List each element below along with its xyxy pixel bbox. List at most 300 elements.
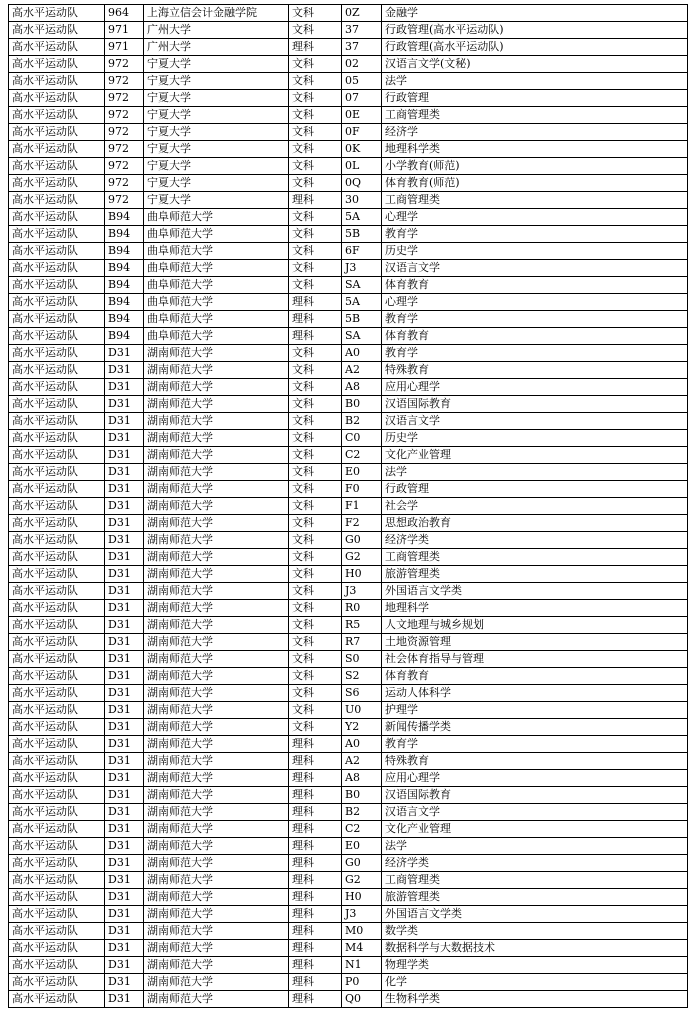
table-row: [9, 141, 688, 158]
major-code-cell: B0: [342, 787, 382, 804]
table-row: [9, 192, 688, 209]
school-name-cell: 湖南师范大学: [144, 906, 289, 923]
table-row: [9, 294, 688, 311]
major-name-cell: 外国语言文学类: [382, 583, 688, 600]
track-cell: 文科: [289, 362, 342, 379]
category-cell: 高水平运动队: [9, 498, 105, 515]
track-cell: 理科: [289, 192, 342, 209]
table-row: [9, 413, 688, 430]
major-name-cell: 数学类: [382, 923, 688, 940]
category-cell: 高水平运动队: [9, 855, 105, 872]
category-cell: 高水平运动队: [9, 39, 105, 56]
school-name-cell: 湖南师范大学: [144, 753, 289, 770]
table-row: [9, 855, 688, 872]
school-code-cell: D31: [105, 702, 144, 719]
school-name-cell: 湖南师范大学: [144, 923, 289, 940]
track-cell: 文科: [289, 379, 342, 396]
category-cell: 高水平运动队: [9, 328, 105, 345]
track-cell: 理科: [289, 991, 342, 1008]
track-cell: 文科: [289, 719, 342, 736]
major-name-cell: 运动人体科学: [382, 685, 688, 702]
major-code-cell: 0E: [342, 107, 382, 124]
major-name-cell: 法学: [382, 838, 688, 855]
track-cell: 文科: [289, 345, 342, 362]
track-cell: 理科: [289, 328, 342, 345]
table-row: [9, 957, 688, 974]
major-name-cell: 新闻传播学类: [382, 719, 688, 736]
major-name-cell: 法学: [382, 464, 688, 481]
major-name-cell: 汉语言文学: [382, 260, 688, 277]
category-cell: 高水平运动队: [9, 770, 105, 787]
school-name-cell: 湖南师范大学: [144, 379, 289, 396]
school-name-cell: 湖南师范大学: [144, 821, 289, 838]
school-code-cell: D31: [105, 583, 144, 600]
school-code-cell: D31: [105, 413, 144, 430]
major-name-cell: 体育教育: [382, 328, 688, 345]
major-code-cell: Q0: [342, 991, 382, 1008]
category-cell: 高水平运动队: [9, 957, 105, 974]
school-code-cell: D31: [105, 566, 144, 583]
table-row: [9, 209, 688, 226]
major-code-cell: 37: [342, 22, 382, 39]
major-name-cell: 法学: [382, 73, 688, 90]
major-code-cell: 37: [342, 39, 382, 56]
major-code-cell: G2: [342, 549, 382, 566]
table-row: [9, 396, 688, 413]
school-code-cell: B94: [105, 311, 144, 328]
category-cell: 高水平运动队: [9, 651, 105, 668]
school-code-cell: 972: [105, 124, 144, 141]
track-cell: 文科: [289, 90, 342, 107]
school-name-cell: 湖南师范大学: [144, 498, 289, 515]
school-name-cell: 湖南师范大学: [144, 532, 289, 549]
table-row: [9, 22, 688, 39]
major-name-cell: 教育学: [382, 345, 688, 362]
school-name-cell: 宁夏大学: [144, 56, 289, 73]
major-code-cell: A8: [342, 770, 382, 787]
school-code-cell: 964: [105, 5, 144, 22]
category-cell: 高水平运动队: [9, 277, 105, 294]
major-name-cell: 体育教育: [382, 277, 688, 294]
category-cell: 高水平运动队: [9, 872, 105, 889]
major-name-cell: 行政管理: [382, 90, 688, 107]
category-cell: 高水平运动队: [9, 583, 105, 600]
school-code-cell: D31: [105, 396, 144, 413]
major-code-cell: E0: [342, 838, 382, 855]
major-name-cell: 心理学: [382, 294, 688, 311]
major-name-cell: 汉语国际教育: [382, 396, 688, 413]
table-row: [9, 158, 688, 175]
school-name-cell: 宁夏大学: [144, 124, 289, 141]
table-row: [9, 260, 688, 277]
school-code-cell: D31: [105, 736, 144, 753]
school-name-cell: 湖南师范大学: [144, 651, 289, 668]
track-cell: 文科: [289, 141, 342, 158]
table-row: [9, 379, 688, 396]
school-name-cell: 曲阜师范大学: [144, 243, 289, 260]
school-name-cell: 宁夏大学: [144, 107, 289, 124]
major-code-cell: 0K: [342, 141, 382, 158]
school-code-cell: 971: [105, 22, 144, 39]
major-name-cell: 经济学: [382, 124, 688, 141]
table-row: [9, 498, 688, 515]
category-cell: 高水平运动队: [9, 702, 105, 719]
school-name-cell: 曲阜师范大学: [144, 328, 289, 345]
major-code-cell: J3: [342, 260, 382, 277]
major-code-cell: SA: [342, 277, 382, 294]
school-code-cell: D31: [105, 600, 144, 617]
track-cell: 文科: [289, 566, 342, 583]
category-cell: 高水平运动队: [9, 787, 105, 804]
school-name-cell: 广州大学: [144, 22, 289, 39]
school-name-cell: 湖南师范大学: [144, 634, 289, 651]
table-row: [9, 787, 688, 804]
major-name-cell: 经济学类: [382, 532, 688, 549]
major-code-cell: H0: [342, 566, 382, 583]
major-code-cell: C2: [342, 447, 382, 464]
school-name-cell: 宁夏大学: [144, 175, 289, 192]
school-code-cell: B94: [105, 209, 144, 226]
major-code-cell: 07: [342, 90, 382, 107]
school-name-cell: 宁夏大学: [144, 141, 289, 158]
table-row: [9, 464, 688, 481]
category-cell: 高水平运动队: [9, 566, 105, 583]
school-code-cell: B94: [105, 328, 144, 345]
major-name-cell: 思想政治教育: [382, 515, 688, 532]
major-code-cell: 0Q: [342, 175, 382, 192]
major-name-cell: 特殊教育: [382, 362, 688, 379]
school-code-cell: D31: [105, 430, 144, 447]
school-code-cell: B94: [105, 226, 144, 243]
table-row: [9, 685, 688, 702]
school-name-cell: 宁夏大学: [144, 158, 289, 175]
table-row: [9, 328, 688, 345]
major-code-cell: F0: [342, 481, 382, 498]
major-name-cell: 历史学: [382, 243, 688, 260]
school-code-cell: 972: [105, 56, 144, 73]
category-cell: 高水平运动队: [9, 685, 105, 702]
major-name-cell: 汉语言文学: [382, 804, 688, 821]
major-code-cell: 02: [342, 56, 382, 73]
major-code-cell: 0F: [342, 124, 382, 141]
category-cell: 高水平运动队: [9, 719, 105, 736]
table-row: [9, 838, 688, 855]
school-name-cell: 湖南师范大学: [144, 583, 289, 600]
major-code-cell: A0: [342, 736, 382, 753]
table-row: [9, 923, 688, 940]
school-code-cell: 972: [105, 175, 144, 192]
major-code-cell: S2: [342, 668, 382, 685]
track-cell: 理科: [289, 821, 342, 838]
category-cell: 高水平运动队: [9, 158, 105, 175]
track-cell: 文科: [289, 22, 342, 39]
major-name-cell: 工商管理类: [382, 549, 688, 566]
major-code-cell: J3: [342, 583, 382, 600]
major-code-cell: A0: [342, 345, 382, 362]
track-cell: 理科: [289, 753, 342, 770]
school-name-cell: 湖南师范大学: [144, 481, 289, 498]
track-cell: 文科: [289, 549, 342, 566]
track-cell: 文科: [289, 651, 342, 668]
major-name-cell: 金融学: [382, 5, 688, 22]
school-name-cell: 湖南师范大学: [144, 464, 289, 481]
track-cell: 文科: [289, 209, 342, 226]
major-name-cell: 经济学类: [382, 855, 688, 872]
school-code-cell: D31: [105, 906, 144, 923]
school-name-cell: 湖南师范大学: [144, 396, 289, 413]
major-code-cell: B0: [342, 396, 382, 413]
category-cell: 高水平运动队: [9, 821, 105, 838]
major-code-cell: R5: [342, 617, 382, 634]
major-code-cell: B2: [342, 804, 382, 821]
track-cell: 文科: [289, 498, 342, 515]
category-cell: 高水平运动队: [9, 56, 105, 73]
track-cell: 文科: [289, 532, 342, 549]
track-cell: 文科: [289, 107, 342, 124]
major-name-cell: 工商管理类: [382, 192, 688, 209]
school-code-cell: 972: [105, 158, 144, 175]
category-cell: 高水平运动队: [9, 889, 105, 906]
major-code-cell: H0: [342, 889, 382, 906]
track-cell: 文科: [289, 56, 342, 73]
school-code-cell: D31: [105, 787, 144, 804]
table-row: [9, 651, 688, 668]
school-name-cell: 宁夏大学: [144, 73, 289, 90]
category-cell: 高水平运动队: [9, 345, 105, 362]
major-name-cell: 汉语言文学: [382, 413, 688, 430]
major-name-cell: 地理科学类: [382, 141, 688, 158]
major-code-cell: 30: [342, 192, 382, 209]
major-code-cell: P0: [342, 974, 382, 991]
table-row: [9, 175, 688, 192]
table-row: [9, 804, 688, 821]
category-cell: 高水平运动队: [9, 209, 105, 226]
school-name-cell: 湖南师范大学: [144, 345, 289, 362]
table-row: [9, 617, 688, 634]
table-row: [9, 481, 688, 498]
major-name-cell: 文化产业管理: [382, 447, 688, 464]
school-code-cell: D31: [105, 685, 144, 702]
track-cell: 理科: [289, 940, 342, 957]
major-name-cell: 行政管理: [382, 481, 688, 498]
category-cell: 高水平运动队: [9, 90, 105, 107]
table-row: [9, 889, 688, 906]
major-code-cell: S6: [342, 685, 382, 702]
school-code-cell: D31: [105, 651, 144, 668]
category-cell: 高水平运动队: [9, 5, 105, 22]
major-code-cell: C0: [342, 430, 382, 447]
school-name-cell: 广州大学: [144, 39, 289, 56]
school-name-cell: 湖南师范大学: [144, 362, 289, 379]
table-row: [9, 753, 688, 770]
track-cell: 文科: [289, 396, 342, 413]
category-cell: 高水平运动队: [9, 243, 105, 260]
major-name-cell: 体育教育(师范): [382, 175, 688, 192]
school-name-cell: 曲阜师范大学: [144, 277, 289, 294]
major-code-cell: G0: [342, 855, 382, 872]
category-cell: 高水平运动队: [9, 515, 105, 532]
major-name-cell: 心理学: [382, 209, 688, 226]
table-row: [9, 345, 688, 362]
school-code-cell: D31: [105, 889, 144, 906]
category-cell: 高水平运动队: [9, 753, 105, 770]
major-name-cell: 生物科学类: [382, 991, 688, 1008]
school-code-cell: D31: [105, 940, 144, 957]
major-name-cell: 小学教育(师范): [382, 158, 688, 175]
major-name-cell: 旅游管理类: [382, 889, 688, 906]
school-name-cell: 曲阜师范大学: [144, 294, 289, 311]
school-name-cell: 宁夏大学: [144, 90, 289, 107]
school-name-cell: 湖南师范大学: [144, 787, 289, 804]
track-cell: 文科: [289, 277, 342, 294]
school-code-cell: D31: [105, 957, 144, 974]
table-row: [9, 532, 688, 549]
school-code-cell: B94: [105, 294, 144, 311]
category-cell: 高水平运动队: [9, 396, 105, 413]
major-name-cell: 应用心理学: [382, 379, 688, 396]
major-code-cell: E0: [342, 464, 382, 481]
major-code-cell: Y2: [342, 719, 382, 736]
table-body: [9, 5, 688, 1008]
school-name-cell: 湖南师范大学: [144, 413, 289, 430]
school-code-cell: D31: [105, 549, 144, 566]
school-code-cell: D31: [105, 634, 144, 651]
school-code-cell: D31: [105, 515, 144, 532]
category-cell: 高水平运动队: [9, 260, 105, 277]
category-cell: 高水平运动队: [9, 124, 105, 141]
category-cell: 高水平运动队: [9, 413, 105, 430]
category-cell: 高水平运动队: [9, 991, 105, 1008]
major-code-cell: F1: [342, 498, 382, 515]
category-cell: 高水平运动队: [9, 617, 105, 634]
school-code-cell: D31: [105, 379, 144, 396]
table-row: [9, 991, 688, 1008]
major-name-cell: 数据科学与大数据技术: [382, 940, 688, 957]
major-name-cell: 汉语言文学(文秘): [382, 56, 688, 73]
major-code-cell: G0: [342, 532, 382, 549]
major-name-cell: 文化产业管理: [382, 821, 688, 838]
track-cell: 理科: [289, 294, 342, 311]
category-cell: 高水平运动队: [9, 923, 105, 940]
major-name-cell: 行政管理(高水平运动队): [382, 22, 688, 39]
major-name-cell: 物理学类: [382, 957, 688, 974]
category-cell: 高水平运动队: [9, 379, 105, 396]
track-cell: 文科: [289, 243, 342, 260]
major-code-cell: 5A: [342, 294, 382, 311]
major-name-cell: 土地资源管理: [382, 634, 688, 651]
major-code-cell: C2: [342, 821, 382, 838]
major-name-cell: 外国语言文学类: [382, 906, 688, 923]
school-name-cell: 湖南师范大学: [144, 838, 289, 855]
major-code-cell: A8: [342, 379, 382, 396]
major-name-cell: 地理科学: [382, 600, 688, 617]
track-cell: 文科: [289, 702, 342, 719]
track-cell: 文科: [289, 158, 342, 175]
major-code-cell: M4: [342, 940, 382, 957]
major-name-cell: 应用心理学: [382, 770, 688, 787]
major-code-cell: A2: [342, 362, 382, 379]
school-name-cell: 湖南师范大学: [144, 719, 289, 736]
category-cell: 高水平运动队: [9, 481, 105, 498]
major-name-cell: 特殊教育: [382, 753, 688, 770]
school-code-cell: 972: [105, 107, 144, 124]
track-cell: 理科: [289, 923, 342, 940]
school-name-cell: 曲阜师范大学: [144, 226, 289, 243]
category-cell: 高水平运动队: [9, 549, 105, 566]
major-code-cell: 6F: [342, 243, 382, 260]
category-cell: 高水平运动队: [9, 294, 105, 311]
table-row: [9, 668, 688, 685]
major-code-cell: M0: [342, 923, 382, 940]
school-name-cell: 湖南师范大学: [144, 515, 289, 532]
track-cell: 理科: [289, 889, 342, 906]
category-cell: 高水平运动队: [9, 974, 105, 991]
school-name-cell: 湖南师范大学: [144, 566, 289, 583]
track-cell: 文科: [289, 260, 342, 277]
major-name-cell: 体育教育: [382, 668, 688, 685]
major-name-cell: 护理学: [382, 702, 688, 719]
school-name-cell: 湖南师范大学: [144, 889, 289, 906]
major-code-cell: 0L: [342, 158, 382, 175]
category-cell: 高水平运动队: [9, 906, 105, 923]
school-code-cell: D31: [105, 821, 144, 838]
table-row: [9, 124, 688, 141]
track-cell: 文科: [289, 175, 342, 192]
track-cell: 文科: [289, 5, 342, 22]
track-cell: 文科: [289, 600, 342, 617]
school-name-cell: 湖南师范大学: [144, 872, 289, 889]
table-row: [9, 447, 688, 464]
major-code-cell: U0: [342, 702, 382, 719]
major-name-cell: 旅游管理类: [382, 566, 688, 583]
table-row: [9, 362, 688, 379]
track-cell: 文科: [289, 124, 342, 141]
table-row: [9, 311, 688, 328]
category-cell: 高水平运动队: [9, 634, 105, 651]
school-code-cell: D31: [105, 481, 144, 498]
school-name-cell: 湖南师范大学: [144, 991, 289, 1008]
table-row: [9, 549, 688, 566]
major-code-cell: 5A: [342, 209, 382, 226]
table-row: [9, 906, 688, 923]
track-cell: 文科: [289, 515, 342, 532]
track-cell: 理科: [289, 787, 342, 804]
major-code-cell: N1: [342, 957, 382, 974]
school-name-cell: 湖南师范大学: [144, 685, 289, 702]
major-code-cell: S0: [342, 651, 382, 668]
major-name-cell: 社会学: [382, 498, 688, 515]
table-row: [9, 90, 688, 107]
school-code-cell: 972: [105, 73, 144, 90]
category-cell: 高水平运动队: [9, 464, 105, 481]
admissions-table: [8, 4, 688, 1008]
school-code-cell: D31: [105, 991, 144, 1008]
school-code-cell: D31: [105, 464, 144, 481]
category-cell: 高水平运动队: [9, 107, 105, 124]
track-cell: 文科: [289, 447, 342, 464]
category-cell: 高水平运动队: [9, 73, 105, 90]
track-cell: 理科: [289, 804, 342, 821]
track-cell: 理科: [289, 855, 342, 872]
school-name-cell: 湖南师范大学: [144, 974, 289, 991]
school-code-cell: 972: [105, 192, 144, 209]
track-cell: 理科: [289, 736, 342, 753]
major-code-cell: 0Z: [342, 5, 382, 22]
table-row: [9, 583, 688, 600]
school-name-cell: 湖南师范大学: [144, 957, 289, 974]
school-name-cell: 湖南师范大学: [144, 668, 289, 685]
school-code-cell: B94: [105, 260, 144, 277]
